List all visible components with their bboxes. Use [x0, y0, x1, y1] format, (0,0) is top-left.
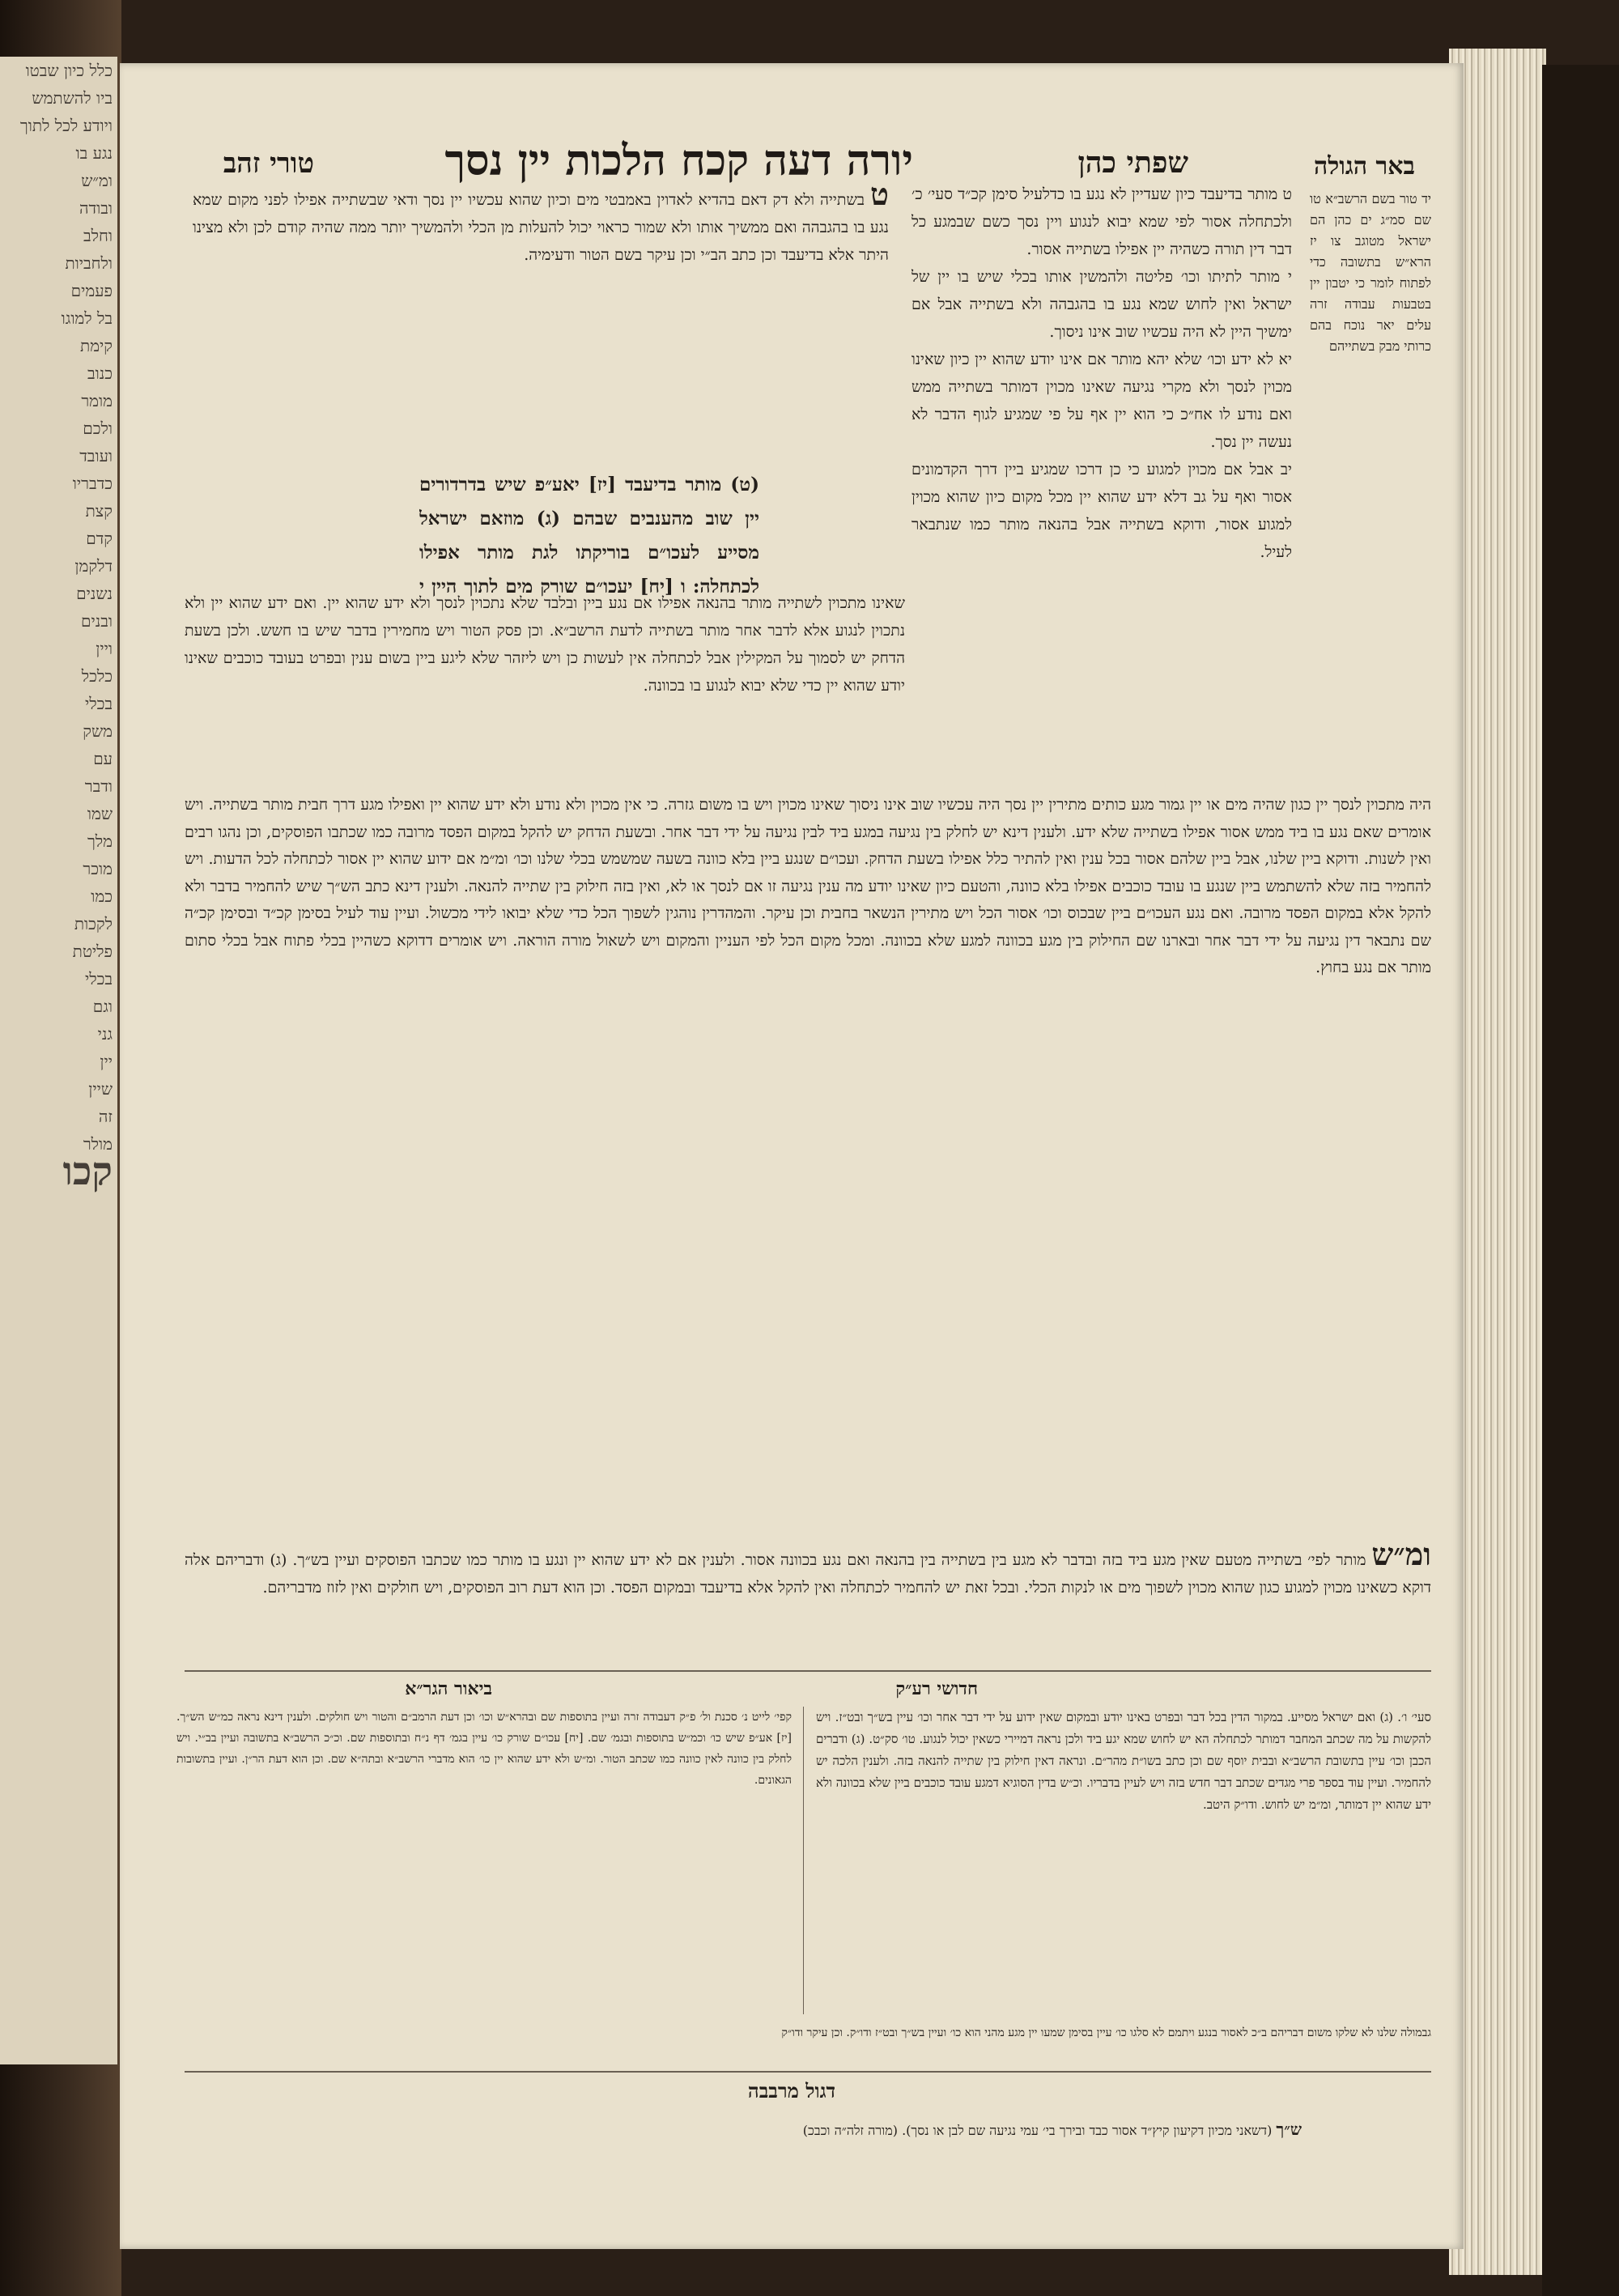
left-page-line: כנוב — [87, 364, 113, 383]
taz-column — [193, 181, 889, 504]
left-page-line: כלל כיון שבטו — [25, 61, 113, 80]
biur-hagra-text: קפי׳ לייט נ׳ סכנת ול׳ פ״ק דעבודה זרה ועיין בתוספות שם ובהרא״ש וכו׳ וכן דעת הרמב״ם והטור ויש חולקים. ולענין דינא נראה כמ״ש הש״ך. [יז] אע״פ שיש כו׳ וכמ״ש בתוספות ובגמ׳ שם. [יח] עכו״ם שורק כו׳ עיין בגמ׳ דף נ״ח ובתוספות שם. וכ״כ הרשב״א בתשובה ועיין בב״י. ויש לחלק בין כוונה לאין כוונה כמו שכתב הטור. ומ״ש ולא ידע שהוא יין כו׳ הוא מדברי הרשב״א ובתה״א שם. וכן הוא דעת הר״ן. ועיין בתשובות הגאונים. — [176, 1711, 792, 1787]
header-siftei-kohen: שפתי כהן — [1077, 146, 1188, 180]
left-page-line: ויודע לכל לתוך — [19, 116, 113, 135]
beer-hagolah-column — [1310, 189, 1431, 432]
chiddushei-rak-text: סעי׳ ו׳. (ג) ואם ישראל מסייע. במקור הדין בכל דבר ובפרט באינו יודע ובמקום שאין ידוע על ידי דבר אחר וכו׳ עיין בש״ך ובט״ז. ויש להקשות על מה שכתב המחבר דמותר לכתחלה הא יש לחוש שמא יגע ביד ולכן נראה דמיירי כשאין יכול לנגוע. טו׳ סק״ט. (ג) ודברים הכבן וכו׳ עיין בתשובת הרשב״א ובבית יוסף שם וכן כתב בשו״ת מהר״ם. ונראה דאין חילוק בין שתייה להנאה בזה. ולענין הלכה יש להחמיר. ועיין עוד בספר פרי מגדים שכתב דבר חדש בזה ויש לעיין בדבריו. וכ״ש בדין הסוגיא דמגע עובד כוכבים ביין שלא בכוונה ולא ידע שהוא יין דמותר, ומ״מ יש לחוש. ודו״ק היטב. — [816, 1710, 1431, 1812]
mishneh-section — [185, 1541, 1431, 1678]
footer-label: ש״ך — [1276, 2120, 1302, 2139]
left-page-line: נגע בו — [75, 143, 113, 163]
chiddushei-rak-column — [816, 1707, 1431, 2063]
left-page-line: בל למוגו — [61, 308, 113, 328]
taz-text: בשתייה ולא דק דאם בהדיא לאדוין באמבטי מים וכיון שהוא עכשיו יין נסך ודאי שבשתייה אפילו לפני מקום שמא נגע בו בהגבהה ואם ממשיך אותו ולא שמור כראוי יכול להעלות מן הכלי ולהמשיך יותר ממה שהיה קודם לכן ולא מצינו היתר אלא בדיעבד וכן כתב הב״י וכן עיקר בשם הטור ודעימיה. — [193, 191, 889, 264]
left-page-line: קימת — [80, 336, 113, 355]
left-page-line: מולר — [83, 1134, 113, 1154]
mishneh-lead: ומ״ש — [1371, 1541, 1431, 1572]
sa-text: (ט) מותר בדיעבד [יז] יאע״פ שיש בדרדורים יין שוב מהענבים שבהם (ג) מוזאם ישראל מסייע לעכו״ם בוריקתו לגת מותר אפילו לכתחלה: ו [יח] יעכו״ם שורק מים לתוך היין י — [419, 474, 759, 597]
left-page-line: דלקמן — [74, 556, 113, 576]
edge-shadow — [1542, 65, 1619, 2296]
shach-paragraph: ט מותר בדיעבד כיון שעדיין לא נגע בו כדלעיל סימן קכ״ד סעי׳ כ׳ ולכתחלה אסור לפי שמא יבוא לנגוע ויין נסך כשם שבמגע כל דבר דין תורה כשהיה יין אפילו בשתייה אסור. — [911, 185, 1292, 258]
left-page-line: מוכר — [83, 859, 113, 878]
digul-merevava-title: דגול מרבבה — [747, 2079, 836, 2103]
shach-paragraph: יב אבל אם מכוין למגוע כי כן דרכו שמגיע ביין דרך הקדמונים אסור ואף על גב דלא ידע שהוא יין מכל מקום כיון שהוא מכוין למגוע אסור, ודוקא בשתייה אבל בהנאה מותר כמו שנתבאר לעיל. — [911, 461, 1292, 561]
left-page-line: ולכם — [83, 419, 113, 438]
bottom-notes — [185, 2022, 1431, 2071]
commentary-text: היה מתכוין לנסך יין כגון שהיה מים או יין גמור מגע כותים מתירין יין נסך היה עכשיו שוב אינו ניסוך שאינו מכוין ויש בו משום גזרה. כי אין מכוין ולא נודע ולא ידע שהוא יין ואפילו מגע דרך חבית מותר בשתייה. ויש אומרים שאם נגע בו ביד ממש אסור אפילו בשתייה שלא ידע. ולענין דינא יש לחלק בין נגיעה במגע ביד לבין נגיעה על ידי דבר אחר. ובשעת הדחק יש להקל במקום הפסד מרובה כמו שכתבו הפוסקים, וכן נהגו רבים ואין לשנות. ודוקא ביין שלנו, אבל ביין שלהם אסור בכל ענין ואין להתיר כלל אפילו בשעת הדחק. ועכו״ם שנגע ביין בלא כוונה בשעה שמשמש בכלי שלנו וכו׳ ומ״מ אם ידוע שהוא יין אסור לכתחלה לכל הדעות. ויש להחמיר בזה שלא להשתמש ביין שנגע בו עובד כוכבים אפילו בלא כוונה, והטעם כיון שאינו יודע מה ענין נגיעה זו אם לנסך או לא, ואין בזה חילוק בין שתייה להנאה. ולענין דינא כתב הש״ך שיש להחמיר בדבר ולא להקל אלא במקום הפסד מרובה. ואם נגע העכו״ם ביין שבכוס וכו׳ אסור הכל ויש מתירין הנשאר בחבית וכן עיקר. והמהדרין נוהגין לשפוך הכל כדי שלא יבואו לידי מכשול. ועיין עוד לעיל בסימן קכ״ד ובסימן קכ״ה שם נתבאר דין נגיעה על ידי דבר אחר ובארנו שם החילוק בין מגע בכוונה למגע שלא בכוונה. ומכל מקום הכל לפי העניין והמקום ויש לשאול מורה הוראה. ויש אומרים דדוקא כשהיין בכלי פתוח אבל בכלי סתום מותר אם נגע בחוץ. — [185, 796, 1431, 976]
left-page-line: כלכל — [81, 666, 113, 686]
chiddushei-rak-title: חדושי רע״ק — [895, 1678, 978, 1699]
left-page-line: בכלי — [84, 694, 113, 713]
left-page-line: כדבריו — [72, 474, 113, 493]
shach-column — [911, 181, 1292, 804]
left-page-line: שמו — [87, 804, 113, 823]
left-page-line: וחלב — [83, 226, 113, 245]
beer-hagolah-text: יד טור בשם הרשב״א טו שם סמ״ג ים כהן הם ישראל מטוגב צו יז הרא״ש בתשובה כדי לפתוח לומר כי יטבון יין בטבעות עבודה זרה עלים יאר נוכח בהם כרותי מבק בשתייהם — [1310, 191, 1431, 354]
left-page-line: ומ״ש — [81, 171, 113, 190]
taz-lower-text: שאינו מתכוין לשתייה מותר בהנאה אפילו אם נגע ביין ובלבד שלא נתכוין לנסך ולא ידע שהוא יין. ואם ידע שהוא יין ולא נתכוין לנגוע אלא לדבר אחר מותר בשתייה לדעת הרשב״א. וכן פסק הטור ויש מחמירין בדבר שיש בו חשש. ולכן בשעת הדחק יש לסמוך על המקילין אבל לכתחלה אין לעשות כן ויש ליזהר שלא ליגע ביין בשום ענין ובפרט בעובד כוכבים שאינו יודע שהוא יין כדי שלא יבוא לנגוע בו בכוונה. — [185, 594, 905, 695]
left-page-line: ביו להשתמש — [32, 88, 113, 108]
left-page-line: קצת — [85, 501, 113, 521]
biur-hagra-title: ביאור הגר״א — [405, 1678, 492, 1699]
left-page-line: כמו — [91, 887, 113, 906]
left-page-line: פליטת — [72, 942, 113, 961]
left-page-line: עם — [93, 749, 113, 768]
shach-paragraph: יא לא ידע וכו׳ שלא יהא מותר אם אינו יודע שהוא יין כיון שאינו מכוין לנסך ולא מקרי נגיעה שאינו מכוין דמותר בשתייה ממש ואם נודע לו אח״כ כי הוא יין אף על פי שמגיע לגוף הדבר לא נעשה יין נסך. — [911, 351, 1292, 451]
commentary-body — [185, 792, 1431, 1545]
left-page-line: וגם — [92, 997, 113, 1016]
left-page-line: פעמים — [70, 281, 113, 300]
left-page-line: נשנים — [76, 584, 113, 603]
main-page — [120, 63, 1464, 2249]
bottom-notes-text: גבמולה שלנו לא שלקו משום דבריהם ב״כ לאסור בנגע ויתמם לא סלגו כו׳ עיין בסימן שמעו יין מגע מהני הוא כו׳ ועיין בש״ך ובט״ז ודו״ק. וכן עיקר ודו״ק — [781, 2026, 1431, 2039]
left-page-line: ולחביות — [65, 253, 113, 273]
taz-lead-letter: ט — [870, 181, 889, 212]
left-page-line: ויין — [96, 639, 113, 658]
header-beer-hagolah: באר הגולה — [1313, 152, 1415, 181]
footer-note-tail: (מורה זלה״ה וכבכ) — [802, 2123, 898, 2138]
page-edges — [1449, 49, 1546, 2275]
footer-note — [290, 2120, 1302, 2140]
left-page-line: קדם — [86, 529, 113, 548]
footer-note-text: (דשאני מכיון דקיעון קיץ״ד אסור כבד ובירך בי׳ עמי נגיעה שם לבן או נסך). — [902, 2123, 1273, 2138]
left-facing-page — [0, 57, 117, 2064]
shach-paragraph: י מותר לתיתו וכו׳ פליטה ולהמשין אותו בכלי שיש בו יין של ישראל ואין לחוש שמא נגע בו בהגבהה ולא בשתייה אבל אם ימשיך היין לא היה עכשיו שוב אינו ניסוך. — [911, 268, 1292, 341]
left-page-line: לקכות — [74, 914, 113, 933]
header-turei-zahav: טורי זהב — [223, 147, 314, 180]
left-page-line: ובודה — [79, 198, 113, 218]
footer-divider — [185, 2071, 1431, 2073]
left-page-line: מלך — [87, 831, 113, 851]
shulchan-aruch-main-text — [419, 468, 759, 597]
section-divider — [185, 1670, 1431, 1672]
taz-lower-column — [185, 589, 905, 796]
left-page-line: גני — [97, 1024, 113, 1044]
left-page-line: יין — [100, 1052, 113, 1071]
left-page-marker: קכו — [62, 1149, 113, 1194]
left-page-line: ודבר — [84, 776, 113, 796]
left-page-line: זה — [98, 1107, 113, 1126]
mishneh-text: מותר לפי׳ בשתייה מטעם שאין מגע ביד בזה ובדבר לא מגע בין בשתייה בין בהנאה ואם נגע בכוונה אסור. ולענין אם לא ידע שהוא יין ונגע בו מותר כמו שכתבו הפוסקים ועיין בש״ך. (ג) ודבריהם אלה דוקא כשאינו מכוין למגוע כגון שהוא מכוין לשפוך מים או לנקות הכלי. ובכל זאת יש להחמיר לכתחלה ואין להקל אלא בדיעבד ובמקום הפסד. וכן הוא דעת רוב הפוסקים, ויש חולקים ואין לזוז מדבריהם. — [185, 1551, 1431, 1597]
left-page-line: משק — [83, 721, 113, 741]
left-page-line: שיין — [88, 1079, 113, 1099]
column-divider — [803, 1707, 804, 2014]
left-page-line: ובנים — [81, 611, 113, 631]
page-title: יורה דעה קכח הלכות יין נסך — [444, 136, 913, 185]
left-page-line: מומר — [81, 391, 113, 410]
biur-hagra-column — [176, 1707, 792, 2014]
left-page-line: ועובד — [79, 446, 113, 466]
left-page-line: בכלי — [84, 969, 113, 989]
